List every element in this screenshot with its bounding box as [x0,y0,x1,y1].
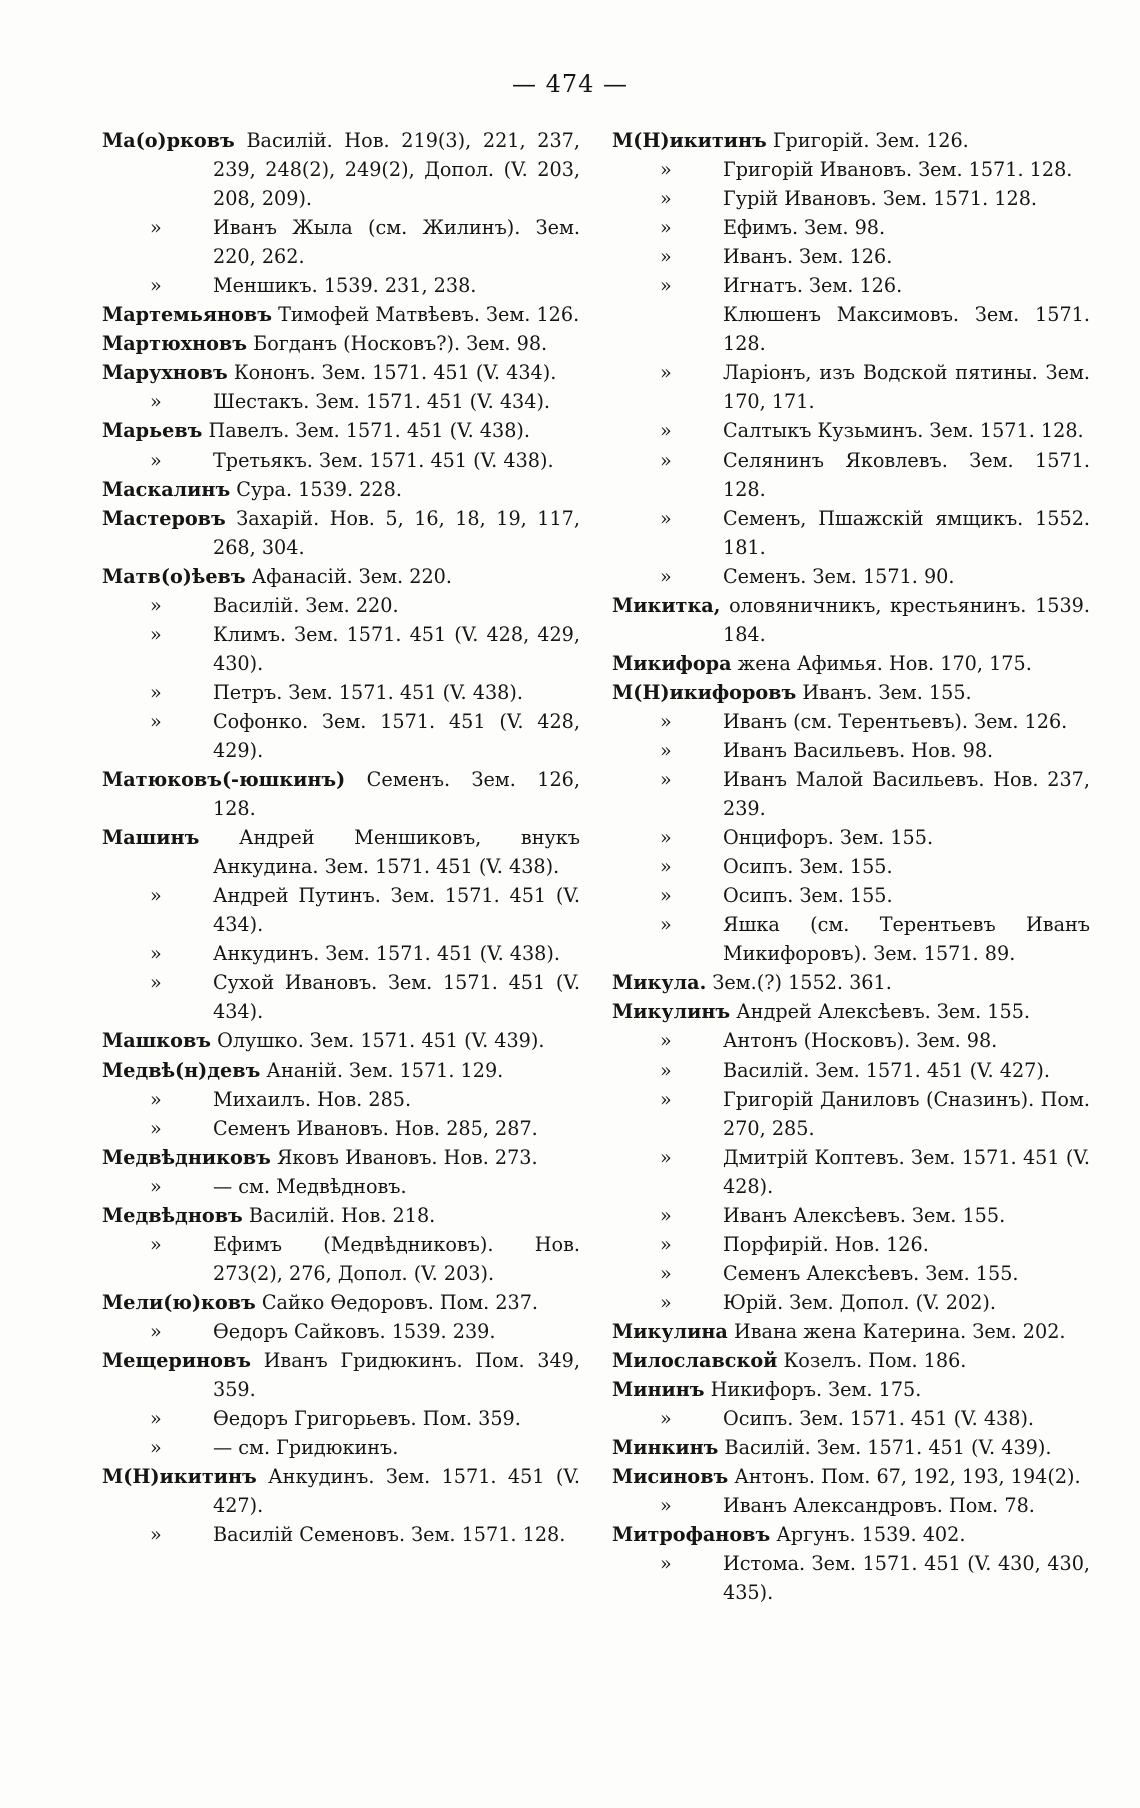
ditto-mark: » [150,1174,162,1198]
index-entry [102,358,580,387]
ditto-mark: » [660,216,672,240]
entry-surname: Марухновъ [102,361,228,385]
entry-text: Григорій Ивановъ. Зем. 1571. 128. [723,158,1073,182]
ditto-mark: » [660,187,672,211]
entry-text: Гурій Ивановъ. Зем. 1571. 128. [723,187,1038,211]
ditto-mark: » [660,709,672,733]
entry-text: Григорій Даниловъ (Сназинъ). Пом. 270, 285. [723,1087,1090,1140]
index-subentry [612,1404,1090,1433]
index-entry [612,1433,1090,1462]
ditto-mark: » [660,1290,672,1314]
entry-surname: Мисиновъ [612,1465,729,1489]
entry-text: Иванъ Жыла (см. Жилинъ). Зем. 220, 262. [213,216,580,269]
entry-surname: Митрофановъ [612,1523,771,1547]
entry-text: Антонъ (Носковъ). Зем. 98. [723,1029,998,1053]
entry-text: Иванъ Малой Васильевъ. Нов. 237, 239. [723,768,1090,821]
entry-text: жена Афимья. Нов. 170, 175. [737,651,1032,675]
index-subentry [102,1230,580,1288]
ditto-mark: » [660,768,672,792]
entry-text: Павелъ. Зем. 1571. 451 (V. 438). [208,419,530,443]
index-subentry [612,736,1090,765]
ditto-mark: » [150,390,162,414]
index-subentry [612,1056,1090,1085]
index-entry [102,562,580,591]
ditto-mark: » [660,1494,672,1518]
entry-text: Сайко Өедоровъ. Пом. 237. [261,1290,539,1314]
index-subentry [102,620,580,678]
index-subentry [612,213,1090,242]
entry-surname: Машинъ [102,826,200,850]
index-subentry [102,1172,580,1201]
entry-text: Григорій. Зем. 126. [772,129,969,152]
entry-text: Салтыкъ Кузьминъ. Зем. 1571. 128. [723,419,1084,443]
ditto-mark: » [150,593,162,617]
index-entry [102,1346,580,1404]
entry-surname: М(Н)икитинъ [612,129,767,152]
index-entry [612,1346,1090,1375]
entry-text: Иванъ Александровъ. Пом. 78. [723,1494,1035,1518]
entry-surname: Мининъ [612,1378,705,1402]
entry-surname: Матюковъ(-юшкинъ) [102,768,346,792]
entry-text: Третьякъ. Зем. 1571. 451 (V. 438). [213,448,554,472]
entry-text: Семенъ Алексѣевъ. Зем. 155. [723,1261,1019,1285]
entry-text: Андрей Путинъ. Зем. 1571. 451 (V. 434). [213,884,580,937]
entry-text: Богданъ (Носковъ?). Зем. 98. [253,332,548,356]
entry-text: Антонъ. Пом. 67, 192, 193, 194(2). [734,1465,1081,1489]
ditto-mark: » [660,1087,672,1111]
entry-text: Аргунъ. 1539. 402. [776,1523,966,1547]
ditto-mark: » [150,709,162,733]
ditto-mark: » [150,942,162,966]
entry-surname: Машковъ [102,1029,211,1053]
ditto-mark: » [660,1058,672,1082]
index-entry [102,126,580,213]
entry-surname: Мастеровъ [102,506,226,530]
entry-text: Иванъ (см. Терентьевъ). Зем. 126. [723,709,1068,733]
entry-text: — см. Медвѣдновъ. [213,1174,407,1198]
entry-text: Захарій. Нов. 5, 16, 18, 19, 117, 268, 304. [213,506,580,559]
index-subentry [612,1288,1090,1317]
entry-text: Анкудинъ. Зем. 1571. 451 (V. 438). [213,942,560,966]
ditto-mark: » [660,448,672,472]
entry-text: Василій. Зем. 1571. 451 (V. 427). [723,1058,1050,1082]
ditto-mark: » [150,216,162,240]
ditto-mark: » [150,1087,162,1111]
entry-text: Климъ. Зем. 1571. 451 (V. 428, 429, 430). [213,622,580,675]
ditto-mark: » [660,1203,672,1227]
index-subentry [612,765,1090,823]
entry-text: Дмитрій Коптевъ. Зем. 1571. 451 (V. 428). [723,1145,1090,1198]
index-subentry [612,1230,1090,1259]
index-subentry [612,1143,1090,1201]
entry-text: Меншикъ. 1539. 231, 238. [213,274,477,298]
index-subentry [612,504,1090,562]
ditto-mark: » [150,884,162,908]
entry-surname: Мещериновъ [102,1348,251,1372]
entry-text: Тимофей Матвѣевъ. Зем. 126. [278,303,580,327]
index-subentry [612,1491,1090,1520]
index-subentry [102,213,580,271]
index-entry [102,1462,580,1520]
index-subentry [102,1114,580,1143]
entry-text: Андрей Алексѣевъ. Зем. 155. [736,1000,1031,1024]
ditto-mark: » [150,1436,162,1460]
index-entry [102,765,580,823]
ditto-mark: » [660,274,672,298]
entry-text: Василій. Нов. 219(3), 221, 237, 239, 248(2), 249(2), Допол. (V. 203, 208, 209). [213,129,580,211]
entry-surname: Медвѣ(н)девъ [102,1058,261,1082]
entry-text: Иванъ Гридюкинъ. Пом. 349, 359. [213,1348,580,1402]
ditto-mark: » [660,1407,672,1431]
index-subentry [612,242,1090,271]
index-subentry [612,300,1090,358]
entry-text: Анкудинъ. Зем. 1571. 451 (V. 427). [213,1465,580,1518]
index-entry [612,1375,1090,1404]
entry-surname: Микулина [612,1319,728,1343]
entry-text: Сухой Ивановъ. Зем. 1571. 451 (V. 434). [213,971,580,1024]
index-entry [612,968,1090,997]
index-subentry [102,1085,580,1114]
entry-text: Семенъ, Пшажскій ямщикъ. 1552. 181. [723,506,1090,559]
entry-surname: Мартюхновъ [102,332,247,356]
entry-surname: Микифора [612,651,732,675]
ditto-mark: » [150,1407,162,1431]
index-entry [102,416,580,445]
ditto-mark: » [660,826,672,850]
index-subentry [612,358,1090,416]
entry-text: Селянинъ Яковлевъ. Зем. 1571. 128. [723,448,1090,501]
ditto-mark: » [150,448,162,472]
ditto-mark: » [660,1145,672,1169]
entry-text: Василій. Зем. 1571. 451 (V. 439). [724,1436,1052,1460]
index-subentry [102,387,580,416]
entry-surname: Микулинъ [612,1000,731,1024]
entry-surname: Медвѣдновъ [102,1203,243,1227]
ditto-mark: » [150,622,162,646]
index-subentry [102,881,580,939]
ditto-mark: » [150,274,162,298]
entry-text: — см. Гридюкинъ. [213,1436,399,1460]
index-entry [102,1056,580,1085]
entry-surname: Микитка, [612,593,721,617]
entry-surname: Маскалинъ [102,477,231,501]
index-subentry [612,1026,1090,1055]
index-subentry [612,881,1090,910]
entry-text: Афанасій. Зем. 220. [251,564,452,588]
entry-surname: Мели(ю)ковъ [102,1290,256,1314]
index-entry [612,1462,1090,1491]
entry-text: Өедоръ Григорьевъ. Пом. 359. [213,1407,521,1431]
ditto-mark: » [150,1116,162,1140]
index-entry [102,300,580,329]
entry-surname: Милославской [612,1348,778,1372]
index-entry [612,591,1090,649]
index-subentry [612,707,1090,736]
entry-surname: Минкинъ [612,1436,719,1460]
entry-text: Ефимъ. Зем. 98. [723,216,886,240]
entry-text: Яковъ Ивановъ. Нов. 273. [276,1145,538,1169]
index-subentry [102,591,580,620]
ditto-mark: » [150,680,162,704]
entry-surname: Медвѣдниковъ [102,1145,271,1169]
ditto-mark: » [660,564,672,588]
index-entry [612,126,1090,155]
index-entry [612,1520,1090,1549]
index-subentry [612,910,1090,968]
entry-text: Ананій. Зем. 1571. 129. [266,1058,504,1082]
index-subentry [102,446,580,475]
entry-text: Иванъ Алексѣевъ. Зем. 155. [723,1203,1006,1227]
ditto-mark: » [150,1232,162,1256]
entry-surname: М(Н)икифоровъ [612,680,797,704]
entry-text: Иванъ. Зем. 155. [802,680,972,704]
index-subentry [102,1433,580,1462]
entry-text: Осипъ. Зем. 155. [723,884,893,908]
entry-text: Семенъ Ивановъ. Нов. 285, 287. [213,1116,538,1140]
ditto-mark: » [660,884,672,908]
entry-surname: Микула. [612,971,707,995]
ditto-mark: » [660,506,672,530]
entry-text: Осипъ. Зем. 155. [723,855,893,879]
entry-text: Ефимъ (Медвѣдниковъ). Нов. 273(2), 276, Допол. (V. 203). [213,1232,580,1285]
ditto-mark: » [660,1029,672,1053]
entry-text: Кононъ. Зем. 1571. 451 (V. 434). [233,361,557,385]
index-subentry [612,1201,1090,1230]
entry-text: Олушко. Зем. 1571. 451 (V. 439). [217,1029,545,1053]
ditto-mark: » [660,913,672,937]
index-subentry [612,823,1090,852]
ditto-mark: » [660,855,672,879]
index-entry [102,1143,580,1172]
entry-text: Семенъ. Зем. 1571. 90. [723,564,955,588]
ditto-mark: » [660,158,672,182]
ditto-mark: » [150,1523,162,1547]
index-subentry [612,184,1090,213]
entry-text: Андрей Меншиковъ, внукъ Анкудина. Зем. 1571. 451 (V. 438). [213,826,580,879]
entry-text: Клюшенъ Максимовъ. Зем. 1571. 128. [723,303,1090,356]
entry-surname: Матв(о)ѣевъ [102,564,246,588]
ditto-mark: » [660,1261,672,1285]
entry-text: Онцифоръ. Зем. 155. [723,826,934,850]
index-subentry [102,968,580,1026]
entry-text: Василій. Зем. 220. [213,593,399,617]
ditto-mark: » [660,1552,672,1576]
entry-text: Истома. Зем. 1571. 451 (V. 430, 430, 435). [723,1552,1090,1605]
ditto-mark: » [660,738,672,762]
entry-text: Никифоръ. Зем. 175. [710,1378,922,1402]
entry-text: Игнатъ. Зем. 126. [723,274,903,298]
entry-text: оловяничникъ, крестьянинъ. 1539. 184. [723,593,1090,646]
index-entry [612,649,1090,678]
entry-text: Юрій. Зем. Допол. (V. 202). [723,1290,997,1314]
page-number: — 474 — [511,70,629,98]
index-entry [102,475,580,504]
entry-text: Петръ. Зем. 1571. 451 (V. 438). [213,680,523,704]
entry-surname: М(Н)икитинъ [102,1465,257,1489]
entry-text: Осипъ. Зем. 1571. 451 (V. 438). [723,1407,1035,1431]
index-subentry [102,1404,580,1433]
index-subentry [612,271,1090,300]
entry-text: Порфирій. Нов. 126. [723,1232,929,1256]
index-subentry [102,678,580,707]
index-entry [102,329,580,358]
index-entry [102,504,580,562]
entry-text: Софонко. Зем. 1571. 451 (V. 428, 429). [213,709,580,762]
index-subentry [612,1259,1090,1288]
entry-text: Яшка (см. Терентьевъ Иванъ Микифоровъ). Зем. 1571. 89. [723,913,1090,966]
entry-text: Козелъ. Пом. 186. [783,1348,967,1372]
entry-surname: Мартемьяновъ [102,303,272,327]
entry-text: Шестакъ. Зем. 1571. 451 (V. 434). [213,390,551,414]
ditto-mark: » [660,361,672,385]
entry-text: Сура. 1539. 228. [236,477,402,501]
index-subentry [612,1085,1090,1143]
index-subentry [102,939,580,968]
index-subentry [102,1317,580,1346]
entry-surname: Ма(о)рковъ [102,129,235,152]
entry-text: Өедоръ Сайковъ. 1539. 239. [213,1319,496,1343]
index-entry [102,823,580,881]
index-subentry [612,416,1090,445]
right-column [612,126,1090,1607]
ditto-mark: » [660,245,672,269]
index-subentry [102,1520,580,1549]
index-subentry [102,707,580,765]
entry-text: Михаилъ. Нов. 285. [213,1087,412,1111]
entry-text: Зем.(?) 1552. 361. [712,971,892,995]
ditto-mark: » [150,971,162,995]
index-subentry [612,1549,1090,1607]
entry-surname: Марьевъ [102,419,203,443]
index-subentry [612,446,1090,504]
index-subentry [102,271,580,300]
index-subentry [612,562,1090,591]
ditto-mark: » [660,419,672,443]
index-entry [102,1288,580,1317]
ditto-mark: » [660,1232,672,1256]
entry-text: Иванъ Васильевъ. Нов. 98. [723,738,994,762]
entry-text: Ларіонъ, изъ Водской пятины. Зем. 170, 171. [723,361,1090,414]
index-entry [612,678,1090,707]
index-subentry [612,852,1090,881]
index-entry [102,1026,580,1055]
entry-text: Семенъ. Зем. 126, 128. [213,768,580,821]
index-entry [612,1317,1090,1346]
index-subentry [612,155,1090,184]
index-entry [102,1201,580,1230]
left-column [102,126,580,1549]
index-entry [612,997,1090,1026]
entry-text: Василій. Нов. 218. [248,1203,436,1227]
entry-text: Ивана жена Катерина. Зем. 202. [733,1319,1066,1343]
entry-text: Василій Семеновъ. Зем. 1571. 128. [213,1523,566,1547]
entry-text: Иванъ. Зем. 126. [723,245,893,269]
ditto-mark: » [150,1319,162,1343]
